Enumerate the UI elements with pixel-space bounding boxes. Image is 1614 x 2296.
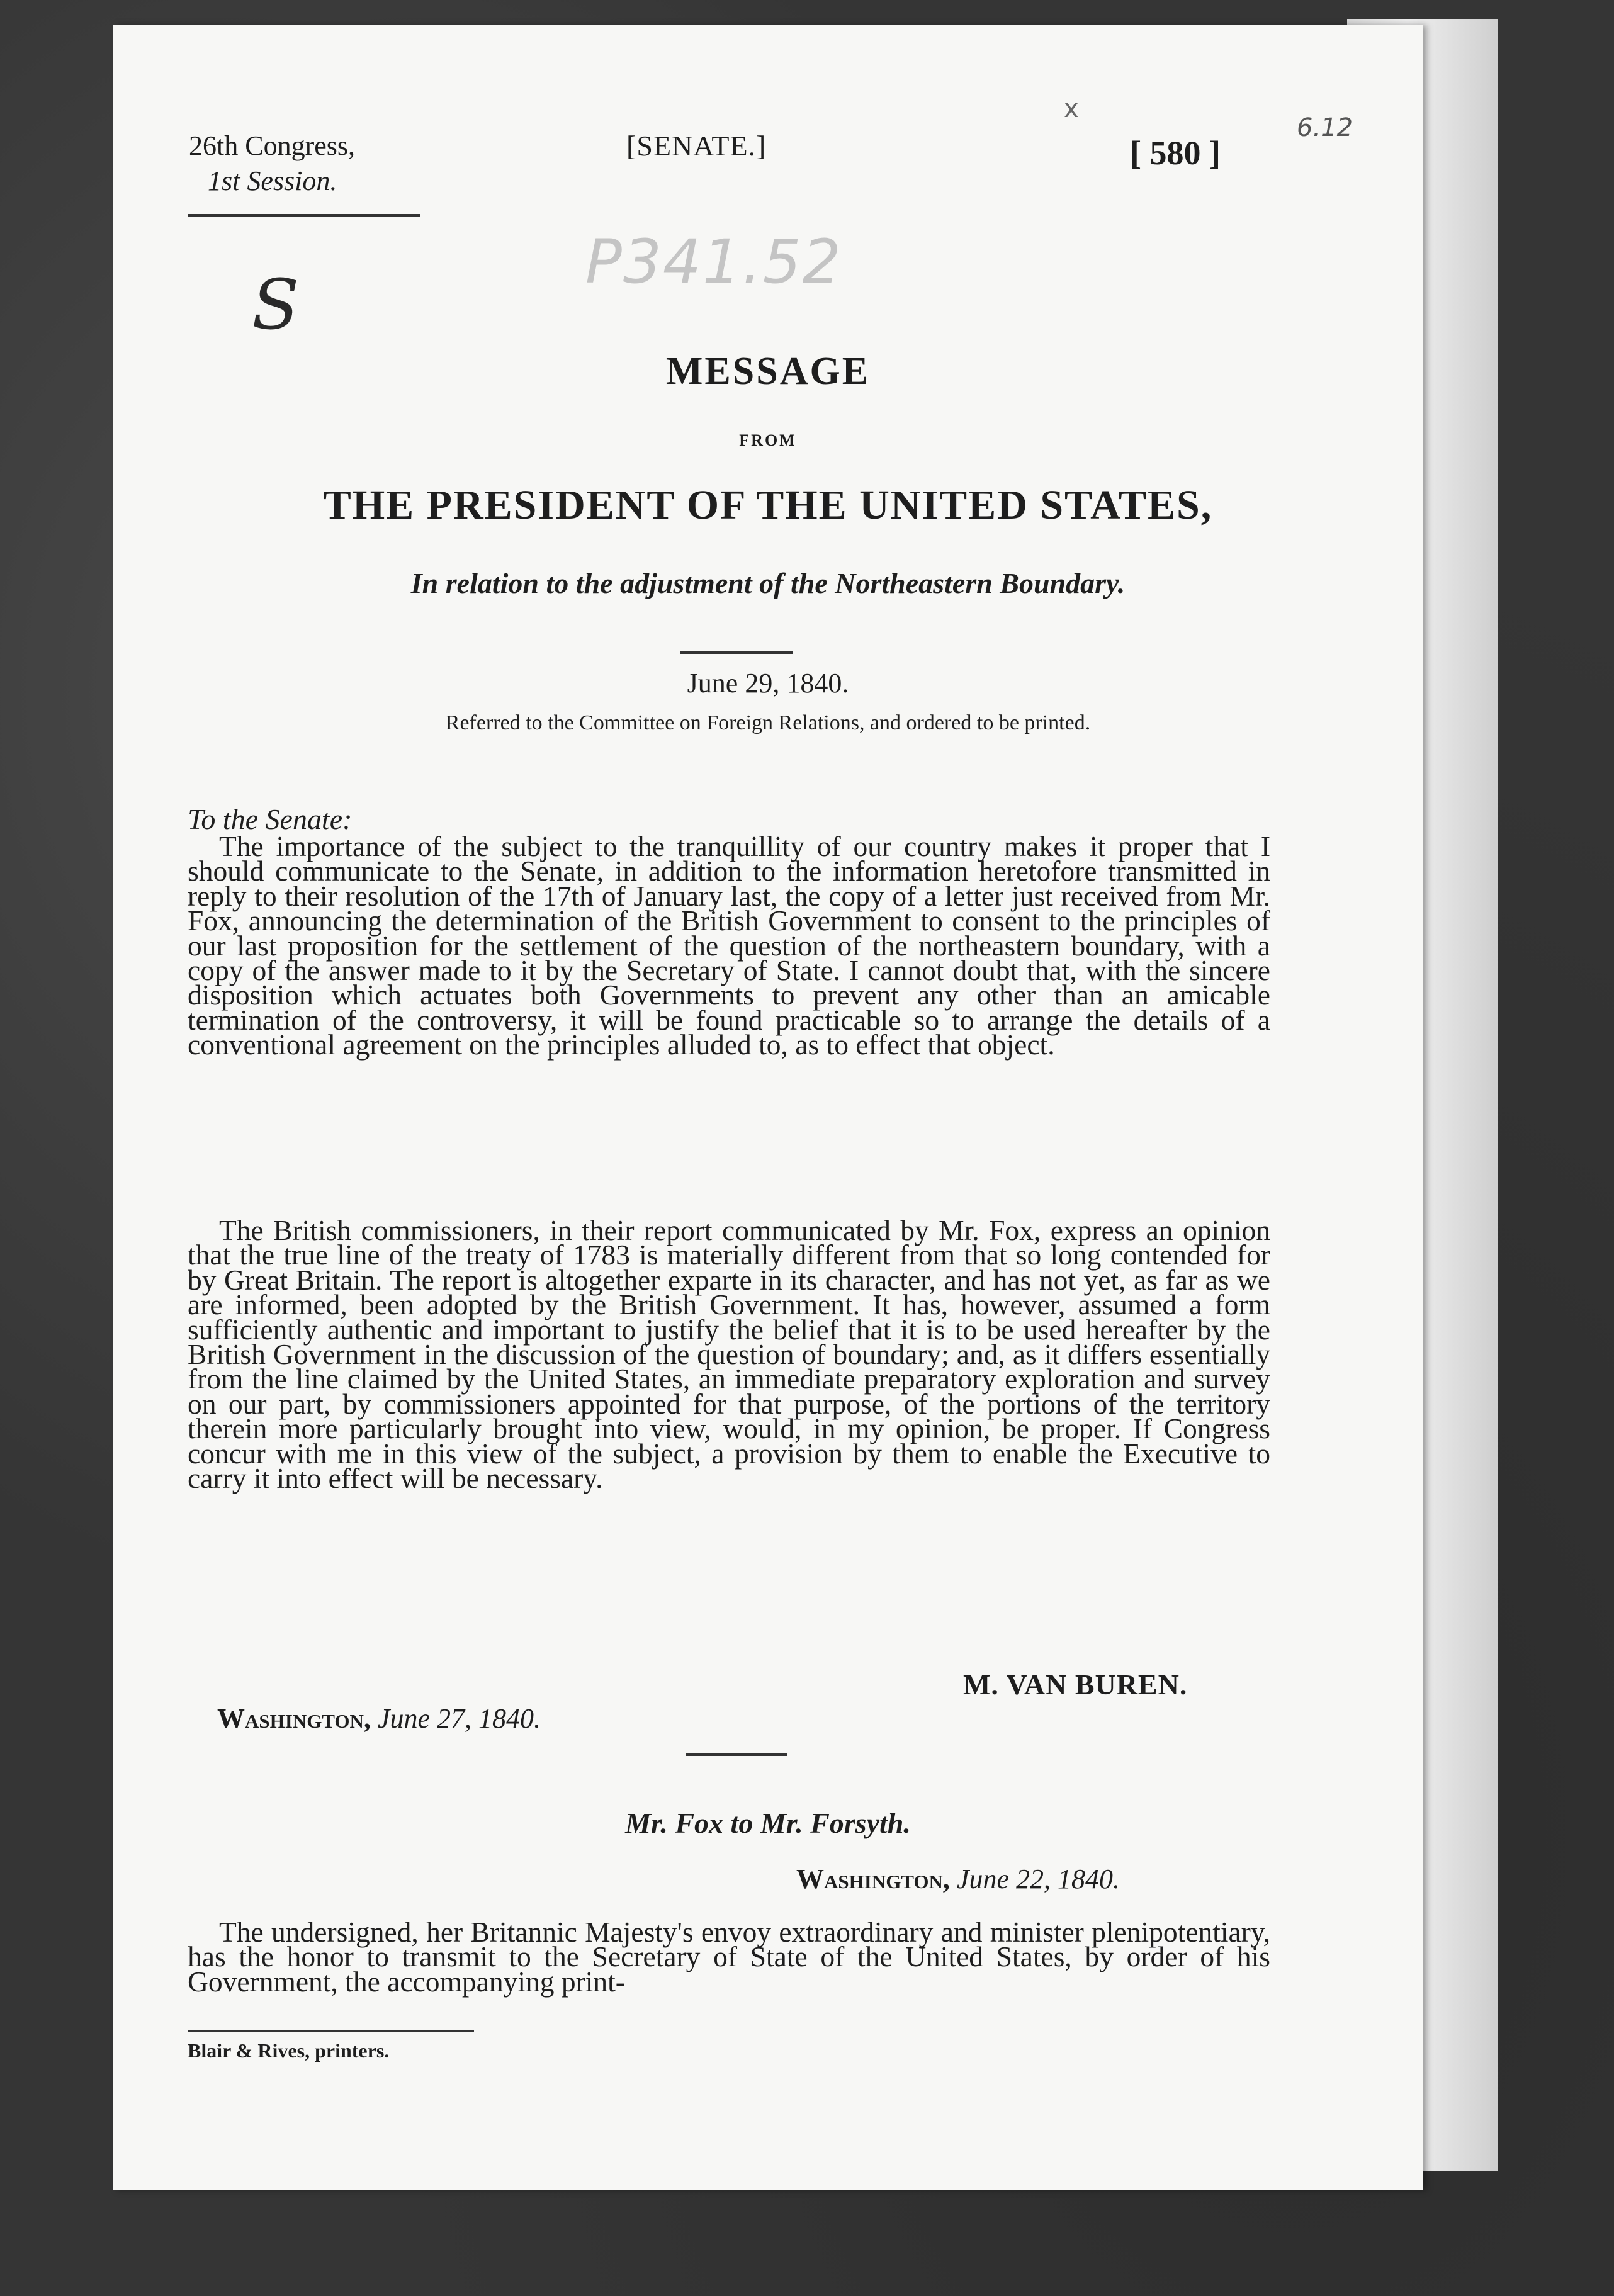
letter-title: Mr. Fox to Mr. Forsyth. (625, 1807, 911, 1839)
congress-label: 26th Congress, (189, 130, 355, 161)
document-number: [ 580 ] (1130, 134, 1221, 172)
title-divider (680, 651, 793, 654)
session-label: 1st Session. (208, 166, 337, 196)
letter-dateline (796, 1863, 1120, 1895)
handwritten-x-mark: x (1064, 94, 1079, 123)
footer-rule (188, 2030, 474, 2032)
printer-credit: Blair & Rives, printers. (188, 2039, 390, 2062)
title-president: THE PRESIDENT OF THE UNITED STATES, (323, 482, 1213, 528)
signature: M. VAN BUREN. (963, 1669, 1188, 1701)
document-title: MESSAGE (665, 350, 871, 393)
message-place: Washington, (217, 1703, 371, 1734)
message-date: June 27, 1840. (377, 1703, 541, 1734)
referral-date: June 29, 1840. (687, 668, 849, 699)
message-paragraph-2: The British commissioners, in their report communicated by Mr. Fox, express an opinion that the true line of the treaty of 1783 is materially different from that so long contended for by Great Britain. The report is altogether exparte in its character, and has not yet, as far as we are informed, been adopted by the British Government. It has, however, assumed a form sufficiently authentic and important to justify the belief that it is to be used hereafter by the British Government in the discussion of the question of boundary; and, as it differs essentially from the line claimed by the United States, an immediate preparatory exploration and survey on our part, by commissioners appointed for that purpose, of the portions of the territory therein more particularly brought into view, would, in my opinion, be proper. If Congress concur with me in this view of the subject, a provision by them to enable the Executive to carry it into effect will be necessary. (188, 1214, 1270, 1495)
message-paragraph-1: The importance of the subject to the tranquillity of our country makes it proper that I should communicate to the Senate, in addition to the information heretofore transmitted in reply to their resolution of the 17th of January last, the copy of a letter just received from Mr. Fox, announcing the determination of the British Government to consent to the principles of our last proposition for the settlement of the question of the northeastern boundary, with a copy of the answer made to it by the Secretary of State. I cannot doubt that, with the sincere disposition which actuates both Governments to prevent any other than an amicable termination of the controversy, it will be found practicable so to arrange the details of a conventional agreement on the principles alluded to, as to effect that object. (188, 830, 1270, 1061)
referral-note: Referred to the Committee on Foreign Relations, and ordered to be printed. (445, 711, 1091, 734)
title-from: FROM (739, 431, 797, 449)
letter-paragraph: The undersigned, her Britannic Majesty's envoy extraordinary and minister plenipotentiary, has the honor to transmit to the Secretary of State of the United States, by order of his Government, the accompanying print- (188, 1916, 1270, 1998)
handwritten-letter-s: S (252, 264, 300, 345)
chamber-label: [SENATE.] (626, 130, 767, 162)
letter-date: June 22, 1840. (956, 1864, 1120, 1894)
handwritten-corner-note: 6.12 (1297, 113, 1353, 142)
letter-place: Washington, (796, 1864, 950, 1894)
header-rule (188, 214, 420, 217)
message-dateline (217, 1702, 541, 1735)
section-divider (686, 1753, 787, 1756)
title-subject: In relation to the adjustment of the Northeastern Boundary. (410, 567, 1126, 599)
catalog-stamp: P341.52 (585, 227, 842, 297)
salutation: To the Senate: (188, 803, 353, 835)
